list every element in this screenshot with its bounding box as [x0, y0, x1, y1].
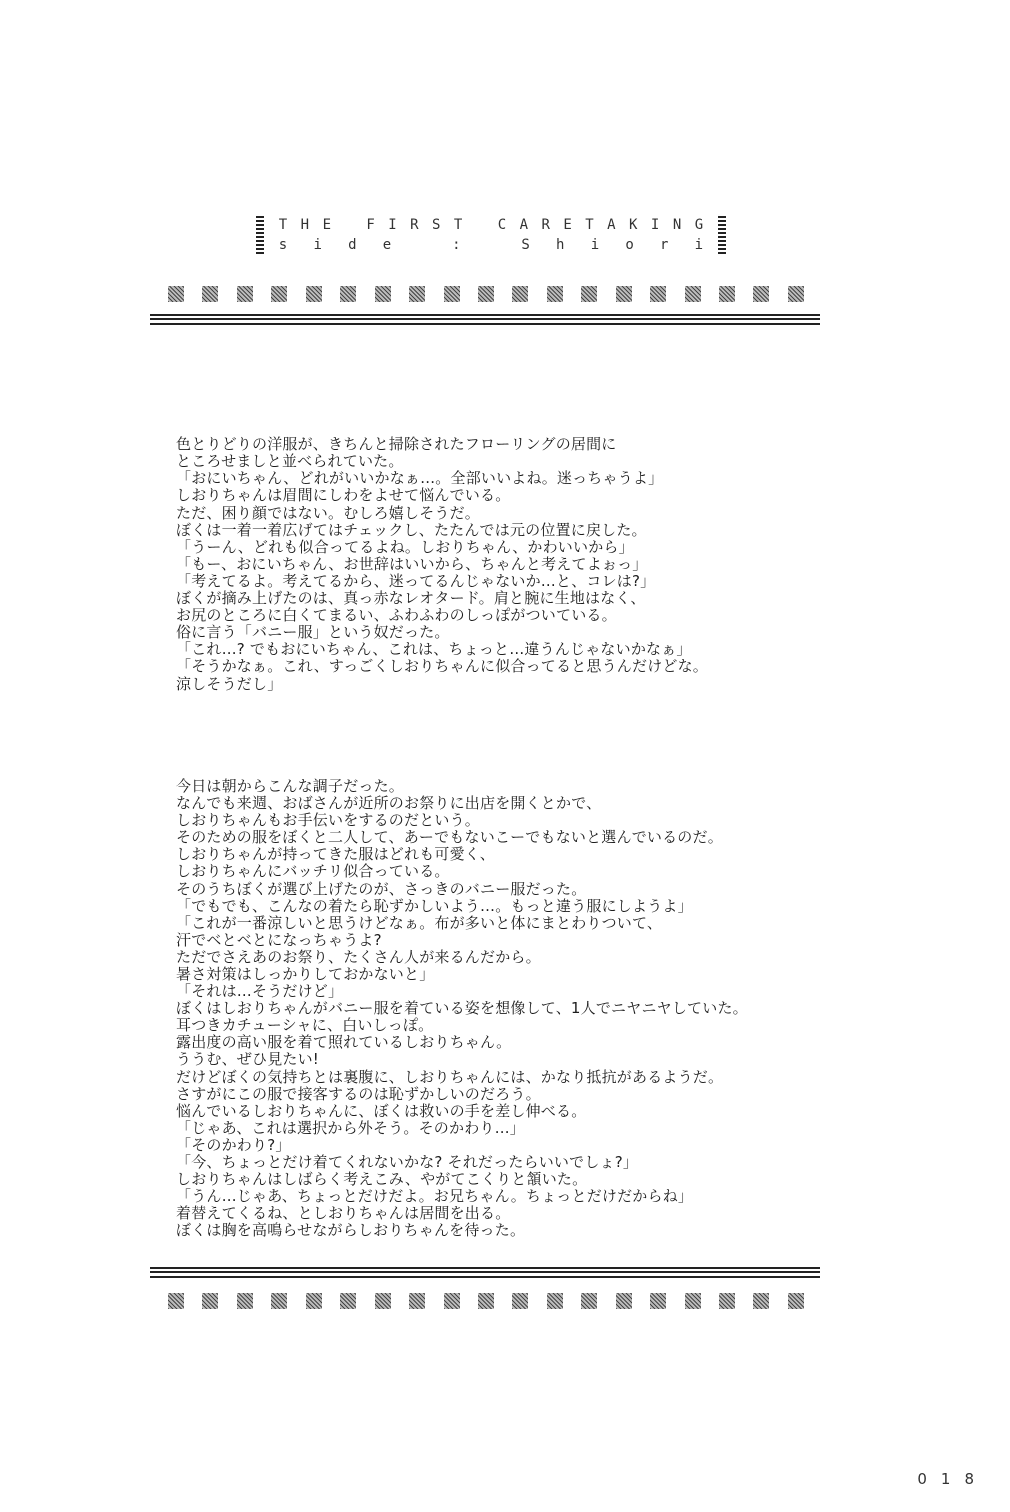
paragraph-1: [176, 436, 816, 692]
text-line: ぼくはしおりちゃんがバニー服を着ている姿を想像して、1人でニヤニヤしていた。: [176, 999, 748, 1018]
decorative-square: [340, 1293, 356, 1309]
title-letter: I: [650, 217, 660, 233]
title-letter: [473, 216, 487, 234]
title-letter: E: [322, 217, 331, 233]
decorative-square: [512, 286, 528, 302]
title-letter: [415, 236, 429, 254]
text-line: 耳つきカチューシャに、白いしっぽ。: [176, 1016, 434, 1035]
text-line: 悩んでいるしおりちゃんに、ぼくは救いの手を差し伸べる。: [176, 1101, 587, 1120]
title-letter: S: [432, 217, 441, 233]
story-text: [176, 402, 816, 1257]
decorative-square: [512, 1293, 528, 1309]
title-letter: T: [585, 217, 594, 233]
title-letter: G: [694, 217, 704, 233]
title-letter: A: [607, 217, 616, 233]
title-letter: [342, 216, 356, 234]
chapter-title-main: [276, 216, 706, 234]
title-letter: S: [521, 237, 530, 253]
text-line: ただ、困り顔ではない。むしろ嬉しそうだ。: [176, 503, 481, 522]
text-line: 着替えてくるね、としおりちゃんは居間を出る。: [176, 1204, 511, 1223]
title-letter: R: [410, 217, 419, 233]
decorative-square: [271, 1293, 287, 1309]
text-line: 涼しそうだし」: [176, 674, 283, 693]
text-line: 「今、ちょっとだけ着てくれないかな? それだったらいいでしょ?」: [176, 1153, 639, 1172]
decorative-square: [788, 286, 804, 302]
text-line: 露出度の高い服を着て照れているしおりちゃん。: [176, 1033, 512, 1052]
text-line: 「もー、おにいちゃん、お世辞はいいから、ちゃんと考えてよぉっ」: [176, 554, 648, 573]
text-line: 「そうかなぁ。これ、すっごくしおりちゃんに似合ってると思うんだけどな。: [176, 657, 709, 676]
decorative-square: [581, 1293, 597, 1309]
decorative-square: [547, 286, 563, 302]
title-letter: i: [313, 237, 322, 253]
text-line: ただでさえあのお祭り、たくさん人が来るんだから。: [176, 947, 541, 966]
decorative-rule-bottom: [150, 1267, 820, 1278]
decorative-square: [478, 1293, 494, 1309]
title-letter: d: [348, 237, 357, 253]
text-line: しおりちゃんはしばらく考えこみ、やがてこくりと頷いた。: [176, 1170, 588, 1189]
title-letter: s: [278, 237, 288, 253]
decorative-square: [753, 1293, 769, 1309]
title-letter: T: [453, 217, 463, 233]
title-letter: I: [388, 217, 397, 233]
title-letter: E: [563, 217, 572, 233]
title-letter: C: [497, 217, 507, 233]
title-letter: F: [366, 217, 375, 233]
decorative-square: [547, 1293, 563, 1309]
decorative-square: [168, 286, 184, 302]
decorative-square: [409, 1293, 425, 1309]
text-line: 「でもでも、こんなの着たら恥ずかしいよう…。もっと違う服にしようよ」: [176, 896, 693, 915]
decorative-square: [685, 286, 701, 302]
chapter-title-sub: [276, 236, 706, 254]
text-line: ところせましと並べられていた。: [176, 452, 404, 471]
title-letter: T: [278, 217, 288, 233]
title-letter: R: [541, 217, 550, 233]
text-line: ぼくは胸を高鳴らせながらしおりちゃんを待った。: [176, 1221, 526, 1240]
text-line: しおりちゃんは眉間にしわをよせて悩んでいる。: [176, 486, 511, 505]
page-number: 018: [917, 1470, 988, 1488]
paragraph-gap: [176, 727, 816, 744]
title-letter: h: [556, 237, 565, 253]
text-line: 「そのかわり?」: [176, 1135, 291, 1154]
text-line: しおりちゃんもお手伝いをするのだという。: [176, 811, 481, 830]
decorative-square: [202, 1293, 218, 1309]
decorative-square: [685, 1293, 701, 1309]
decorative-square: [753, 286, 769, 302]
text-line: 今日は朝からこんな調子だった。: [176, 776, 405, 795]
title-letter: K: [629, 217, 638, 233]
paragraph-2: [176, 778, 816, 1240]
decorative-square: [237, 1293, 253, 1309]
decorative-square: [375, 1293, 391, 1309]
text-line: お尻のところに白くてまるい、ふわふわのしっぽがついている。: [176, 606, 617, 625]
decorative-square: [409, 286, 425, 302]
title-letter: A: [519, 217, 529, 233]
title-letter: H: [300, 217, 310, 233]
text-line: しおりちゃんが持ってきた服はどれも可愛く、: [176, 845, 495, 864]
decorative-square: [616, 286, 632, 302]
text-line: 「それは…そうだけど」: [176, 982, 344, 1001]
text-line: 色とりどりの洋服が、きちんと掃除されたフローリングの居間に: [176, 435, 617, 454]
decorative-square: [340, 286, 356, 302]
decorative-rule-top: [150, 314, 820, 325]
decorative-square: [581, 286, 597, 302]
decorative-square: [719, 1293, 735, 1309]
title-bar-left: [256, 214, 264, 254]
text-line: なんでも来週、おばさんが近所のお祭りに出店を開くとかで、: [176, 794, 602, 813]
text-line: ぼくが摘み上げたのは、真っ赤なレオタード。肩と腕に生地はなく、: [176, 589, 646, 608]
text-line: 「これが一番涼しいと思うけどなぁ。布が多いと体にまとわりついて、: [176, 913, 663, 932]
text-line: 「じゃあ、これは選択から外そう。そのかわり…」: [176, 1118, 526, 1137]
title-bar-right: [718, 214, 726, 254]
text-line: ううむ、ぜひ見たい!: [176, 1050, 320, 1069]
decorative-square: [168, 1293, 184, 1309]
text-line: 「うん…じゃあ、ちょっとだけだよ。お兄ちゃん。ちょっとだけだからね」: [176, 1187, 694, 1206]
decorative-square: [616, 1293, 632, 1309]
text-line: 「うーん、どれも似合ってるよね。しおりちゃん、かわいいから」: [176, 537, 634, 556]
title-letter: o: [625, 237, 634, 253]
decorative-square: [306, 1293, 322, 1309]
decorative-square: [650, 286, 666, 302]
decorative-square: [444, 1293, 460, 1309]
text-line: 「考えてるよ。考えてるから、迷ってるんじゃないか…と、コレは?」: [176, 571, 656, 590]
text-line: さすがにこの服で接客するのは恥ずかしいのだろう。: [176, 1084, 541, 1103]
text-line: しおりちゃんにバッチリ似合っている。: [176, 862, 450, 881]
decorative-square-row-top: [168, 286, 804, 302]
decorative-square-row-bottom: [168, 1293, 804, 1309]
text-line: 「これ…? でもおにいちゃん、これは、ちょっと…違うんじゃないかなぁ」: [176, 640, 692, 659]
text-line: 暑さ対策はしっかりしておかないと」: [176, 965, 435, 983]
text-line: 俗に言う「バニー服」という奴だった。: [176, 623, 450, 642]
title-letter: e: [382, 237, 392, 253]
title-letter: N: [672, 217, 682, 233]
decorative-square: [478, 286, 494, 302]
decorative-square: [719, 286, 735, 302]
decorative-square: [650, 1293, 666, 1309]
decorative-square: [306, 286, 322, 302]
decorative-square: [375, 286, 391, 302]
title-letter: :: [452, 237, 461, 253]
text-line: そのうちぼくが選び上げたのが、さっきのバニー服だった。: [176, 879, 587, 898]
title-letter: [484, 236, 498, 254]
text-line: 汗でベとベとになっちゃうよ?: [176, 930, 382, 949]
text-line: ぼくは一着一着広げてはチェックし、たたんでは元の位置に戻した。: [176, 520, 647, 539]
title-letter: i: [590, 237, 600, 253]
title-letter: i: [694, 237, 704, 253]
title-letter: r: [660, 237, 669, 253]
decorative-square: [237, 286, 253, 302]
decorative-square: [202, 286, 218, 302]
chapter-title: [256, 214, 726, 254]
decorative-square: [444, 286, 460, 302]
text-line: だけどぼくの気持ちとは裏腹に、しおりちゃんには、かなり抵抗があるようだ。: [176, 1067, 724, 1086]
text-line: そのための服をぼくと二人して、あーでもないこーでもないと選んでいるのだ。: [176, 828, 723, 847]
decorative-square: [788, 1293, 804, 1309]
text-line: 「おにいちゃん、どれがいいかなぁ…。全部いいよね。迷っちゃうよ」: [176, 469, 664, 488]
decorative-square: [271, 286, 287, 302]
